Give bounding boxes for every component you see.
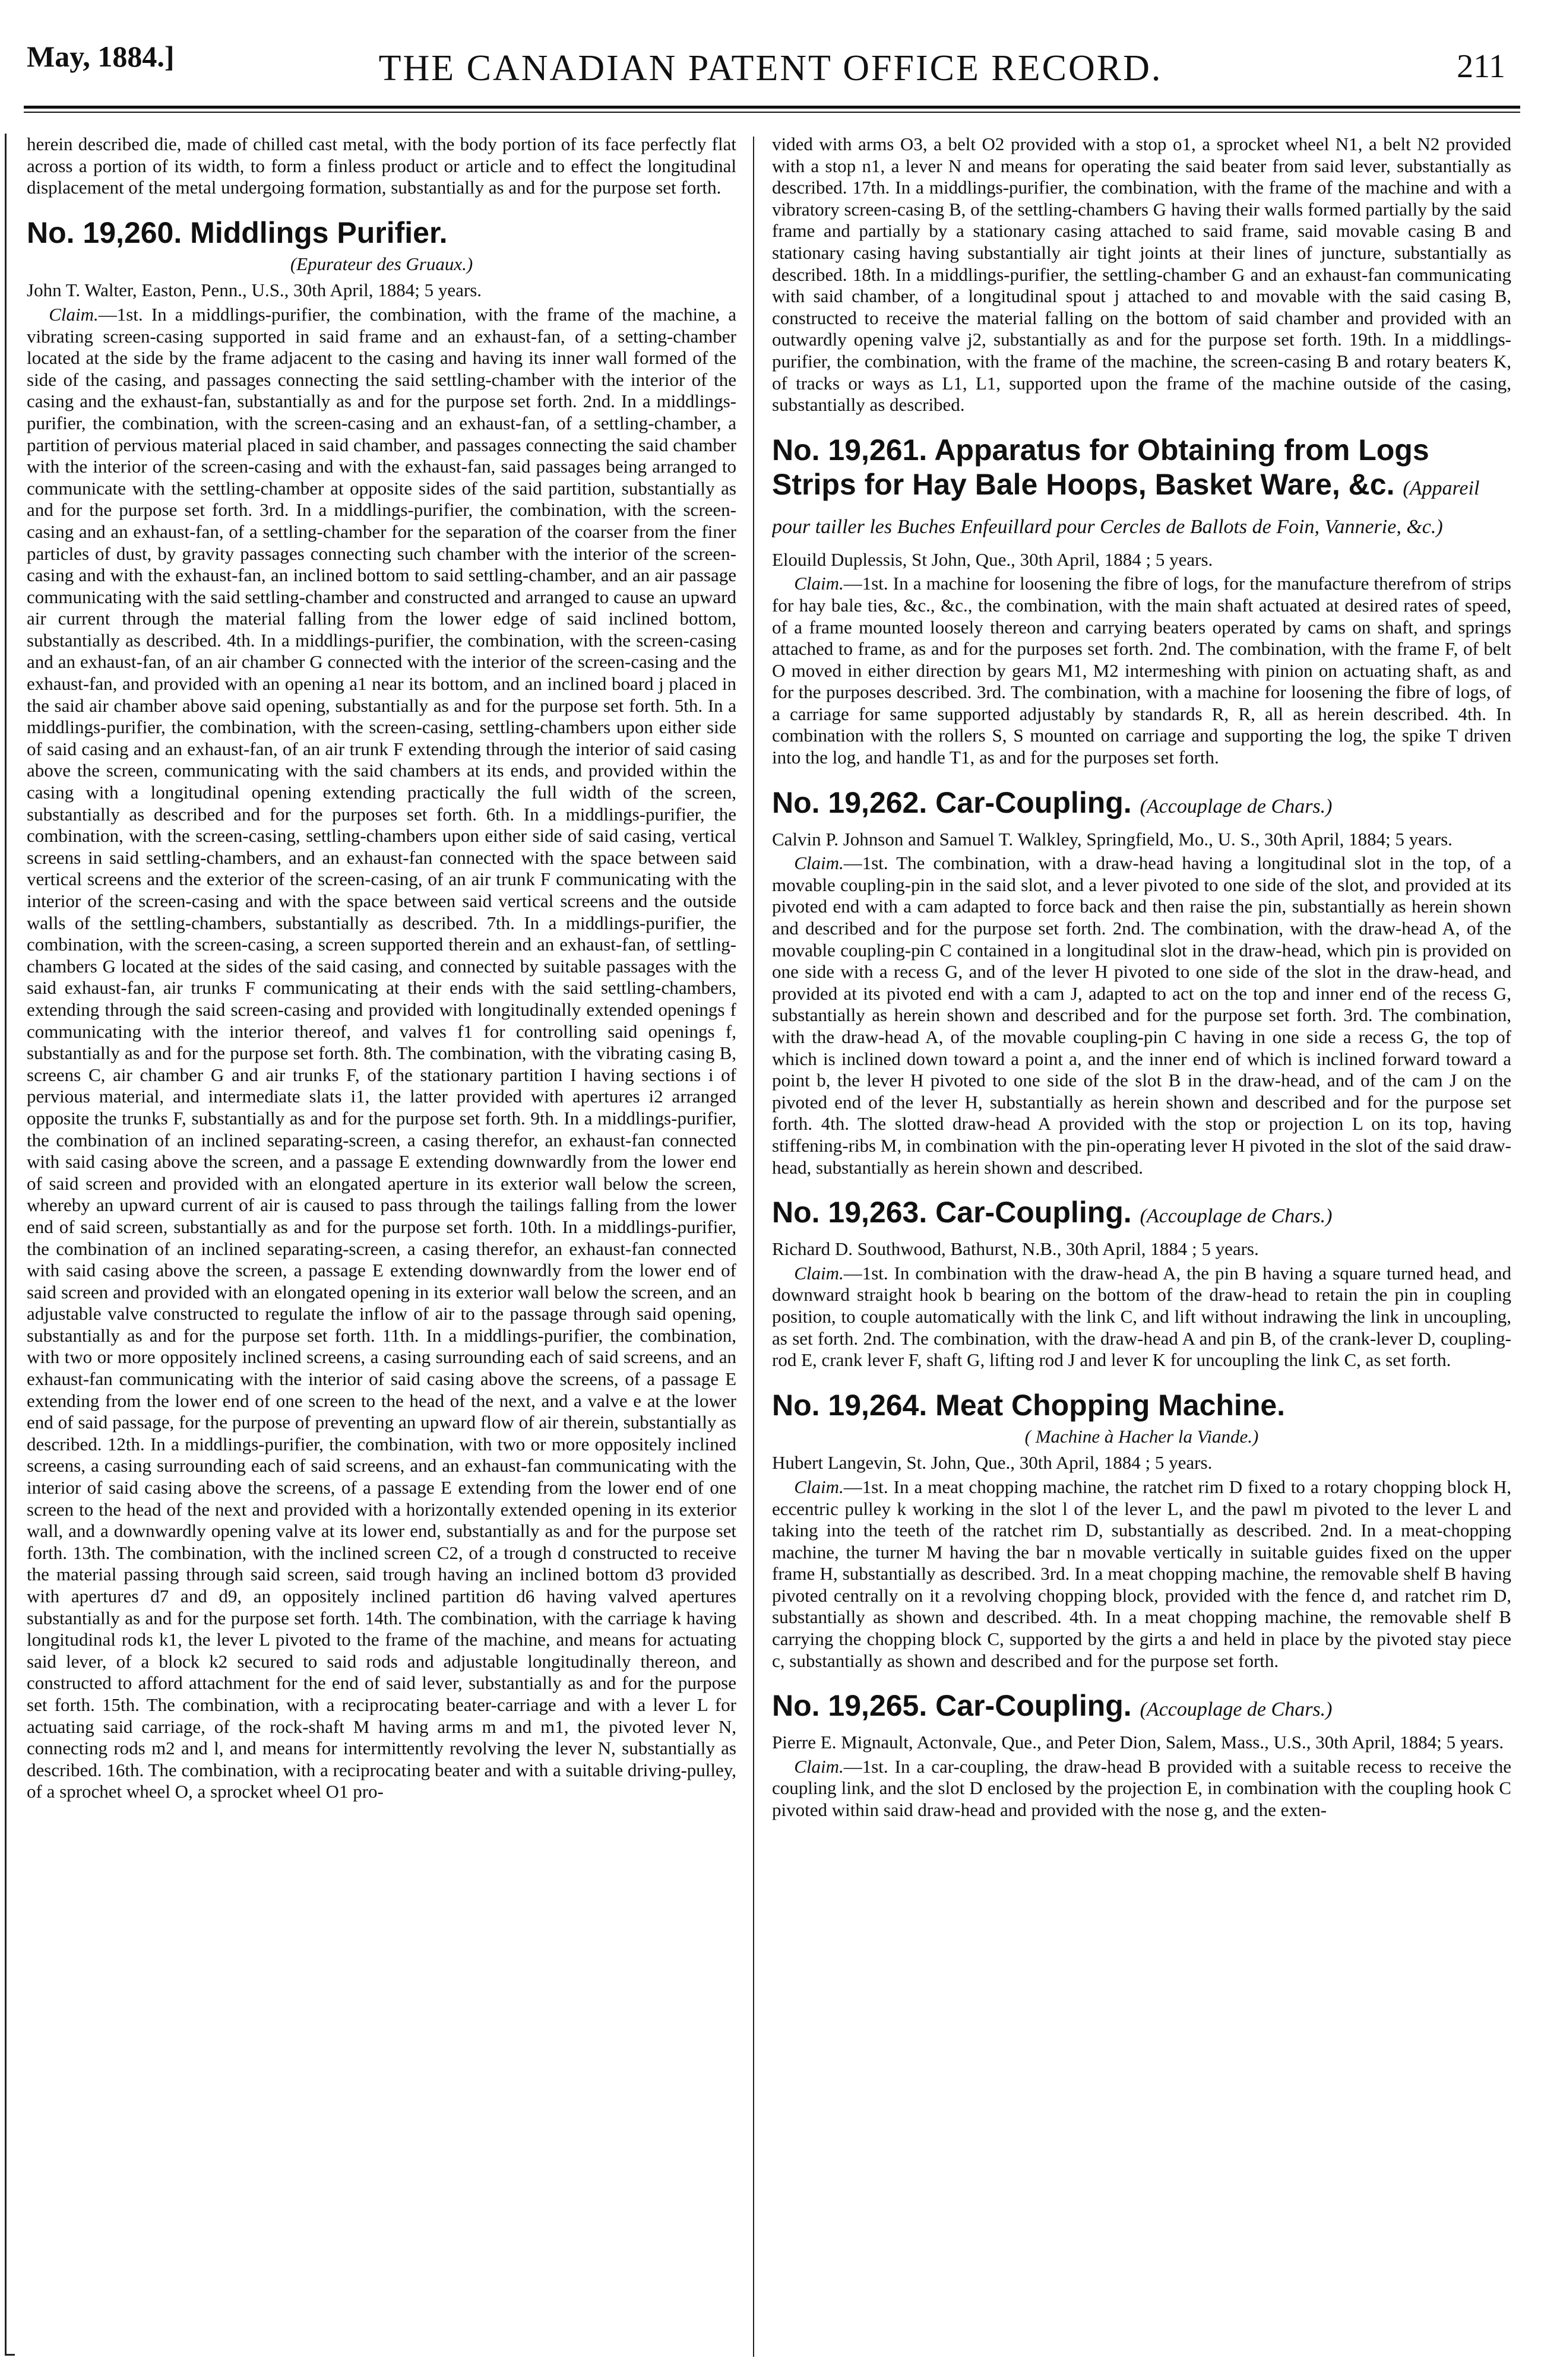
claim-label: Claim. [794,1755,844,1777]
patent-entry [772,785,1511,1179]
page-header [0,36,1541,107]
publication-title: THE CANADIAN PATENT OFFICE RECORD. [378,48,1163,88]
patent-title: Car-Coupling. [935,1689,1132,1723]
patentee-line: Hubert Langevin, St. John, Que., 30th April, 1884 ; 5 years. [772,1452,1213,1473]
column-divider [753,137,754,2357]
claim-label: Claim. [49,303,99,325]
patent-french-title: ( Machine à Hacher la Viande.) [1024,1425,1259,1447]
claim-text [772,573,1511,768]
patent-french-title: (Appareil pour tailler les Buches Enfeuillard pour Cercles de Ballots de Foin, Vannerie, &c.) [772,477,1480,538]
patent-heading [27,216,736,250]
claim-text [772,853,1511,1178]
patent-title: Middlings Purifier. [190,216,448,249]
claim-body: —1st. In a middlings-purifier, the combination, with the frame of the machine, a vibrating screen-casing supported in said frame and an exhaust-fan, of a setting-chamber located at the side by the frame adjacent to the casing and having its inner wall formed of the side of the casing, and passages connecting the said settling-chamber with the interior of the casing and the exhaust-fan, substantially as and for the purpose set forth. 2nd. In a middlings-purifier, the combination, with the screen-casing and an exhaust-fan, of a settling-chamber, a partition of pervious material placed in said chamber, and passages connecting the said chamber with the interior of the screen-casing and with the exhaust-fan, said passages being arranged to communicate with the settling-chamber at opposite sides of the said partition, substantially as and for the purpose set forth. 3rd. In a middlings-purifier, the combination, with the screen-casing and an exhaust-fan, of a settling-chamber for the separation of the coarser from the finer particles of dust, by gravity passages connecting such chamber with the interior of the screen-casing and with the exhaust-fan, an inclined bottom to said settling-chamber, and an air passage communicating with the said settling-chamber and constructed and arranged to cause an upward air current through the material falling from the lower edge of said inclined bottom, substantially as described. 4th. In a middlings-purifier, the combination, with the screen-casing and an exhaust-fan, of an air chamber G connected with the interior of the screen-casing and the exhaust-fan, and provided with an opening a1 near its bottom, and an inclined board j placed in the said air chamber above said opening, substantially as and for the purpose set forth. 5th. In a middlings-purifier, the combination, with the screen-casing, settling-chambers upon either side of said casing and an exhaust-fan, of an air trunk F extending through the interior of said casing above the screen, communicating with the said chambers at its ends, and provided within the casing with a longitudinal opening extending practically the full width of the screen, substantially as described and for the purposes set forth. 6th. In a middlings-purifier, the combination, with the screen-casing, settling-chambers upon either side of said casing, vertical screens in said settling-chambers, and an exhaust-fan connected with the space between said vertical screens and the exterior of the screen-casing, of an air trunk F communicating with the interior of the screen-casing and with the space between said vertical screens and the outside walls of the settling-chambers, substantially as described. 7th. In a middlings-purifier, the combination, with the screen-casing, a screen supported therein and an exhaust-fan, of settling-chambers G located at the sides of the said casing, and connected by suitable passages with the said exhaust-fan, air trunks F communicating at their ends with the said settling-chambers, extending through the said screen-casing and provided with longitudinally extended openings f communicating with the interior thereof, and valves f1 for controlling said openings f, substantially as and for the purpose set forth. 8th. The combination, with the vibrating casing B, screens C, air chamber G and air trunks F, of the stationary partition I having sections i of pervious material, and intermediate slats i1, the latter provided with apertures i2 arranged opposite the trunks F, substantially as and for the purpose set forth. 9th. In a middlings-purifier, the combination of an inclined separating-screen, a casing therefor, an exhaust-fan connected with said casing above the screen, and a passage E extending downwardly from the lower end of said screen and provided with an elongated aperture in its exterior wall below the screen, whereby an upward current of air is caused to pass through the tailings falling from the lower end of said screen, substantially as and for the purpose set forth. 10th. In a middlings-purifier, the combination of an inclined separating-screen, a casing therefor, an exhaust-fan connected with said casing above the screen, a passage E extending downwardly from the lower end of said screen and provided with an elongated opening in its exterior wall below the screen, and an adjustable valve constructed to regulate the inflow of air to the passage through said opening, substantially as and for the purpose set forth. 11th. In a middlings-purifier, the combination, with two or more oppositely inclined screens, a casing surrounding each of said screens, and an exhaust-fan communicating with the interior of said casing above the screens, of a passage E extending from the lower end of one screen to the head of the next, and a valve e at the lower end of said passage, for the purpose of preventing an upward flow of air therein, substantially as described. 12th. In a middlings-purifier, the combination, with two or more oppositely inclined screens, a casing surrounding each of said screens, and an exhaust-fan communicating with the interior of said casing above the screens, of a passage E extending from the lower end of one screen to the head of the next and provided with a horizontally extended opening in its exterior wall, and a downwardly opening valve at its lower end, substantially as and for the purpose set forth. 13th. The combination, with the inclined screen C2, of a trough d constructed to receive the material passing through said screen, said trough having an inclined bottom d3 provided with apertures d7 and d9, an oppositely inclined partition d6 having valved apertures substantially as and for the purpose set forth. 14th. The combination, with the carriage k having longitudinal rods k1, the lever L pivoted to the frame of the machine, and means for actuating said lever, of a block k2 secured to said rods and adjustable longitudinally thereon, and constructed to afford attachment for the end of said lever, substantially as and for the purpose set forth. 15th. The combination, with a reciprocating beater-carriage and with a lever L for actuating said carriage, of the rock-shaft M having arms m and m1, the pivoted lever N, connecting rods m2 and l, and means for intermittently revolving the lever N, substantially as described. 16th. The combination, with a reciprocating beater and with a suitable driving-pulley, of a sprochet wheel O, a sprocket wheel O1 pro- [27,303,736,1802]
patent-french-title: (Accouplage de Chars.) [1140,795,1333,817]
patentee-line: Pierre E. Mignault, Actonvale, Que., and Peter Dion, Salem, Mass., U.S., 30th April, 1884; 5 years. [772,1732,1504,1753]
patent-french-title: (Accouplage de Chars.) [1140,1698,1333,1721]
header-rule-thin [24,112,1520,113]
patent-heading [772,1388,1511,1422]
header-rule [24,106,1520,109]
continued-claim-text: vided with arms O3, a belt O2 provided with a stop o1, a sprocket wheel N1, a belt N2 provided with a stop n1, a lever N and means for operating the said beater from said lever, substantially as described. 17th. In a middlings-purifier, the combination, with the frame of the machine and with a vibratory screen-casing B, of the settling-chambers G having their walls formed partially by the said frame and partially by a stationary casing attached to said frame, said movable casing B and stationary casing having substantially air tight joints at their lines of juncture, substantially as described. 18th. In a middlings-purifier, the settling-chamber G and an exhaust-fan communicating with said chamber, of a longitudinal spout j attached to and movable with the said casing B, constructed to receive the material falling on the bottom of said chamber and provided with an outwardly opening valve j2, substantially as and for the purpose set forth. 19th. In a middlings-purifier, the combination, with the frame of the machine, the screen-casing B and rotary beaters K, of tracks or ways as L1, L1, supported upon the frame of the machine outside of the casing, substantially as described. [772,134,1511,416]
patent-french-title: (Epurateur des Gruaux.) [290,253,473,274]
patent-number: No. 19,261. [772,433,928,467]
patentee-line: Calvin P. Johnson and Samuel T. Walkley, Springfield, Mo., U. S., 30th April, 1884; 5 years. [772,828,1453,850]
patent-heading [772,433,1511,544]
continued-claim-text: herein described die, made of chilled cast metal, with the body portion of its face perfectly flat across a portion of its width, to form a finless product or article and to effect the longitudinal displacement of the metal undergoing formation, substantially as and for the purpose set forth. [27,134,736,198]
right-column [772,134,1511,2354]
claim-body: —1st. In a meat chopping machine, the ratchet rim D fixed to a rotary chopping block H, eccentric pulley k working in the slot l of the lever L, and the pawl m pivoted to the lever L and taking into the teeth of the ratchet rim D, substantially as described. 2nd. In a meat-chopping machine, the turner M having the bar n movable vertically in suitable guides fixed on the upper frame H, substantially as described. 3rd. In a meat chopping machine, the removable shelf B having pivoted centrally on it a revolving chopping block, provided with the fence d, and ratchet rim D, substantially as shown and described. 4th. In a meat chopping machine, the removable shelf B carrying the chopping block C, supported by the girts a and held in place by the pivoted stay piece c, substantially as shown and described and for the purpose set forth. [772,1476,1511,1671]
patent-number: No. 19,265. [772,1689,928,1723]
patent-heading [772,1688,1511,1727]
claim-label: Claim. [794,1262,844,1284]
left-column [27,134,736,2354]
claim-body: —1st. The combination, with a draw-head having a longitudinal slot in the top, of a movable coupling-pin in the said slot, and a lever pivoted to one side of the slot, and provided at its pivoted end with a cam adapted to force back and then raise the pin, substantially as herein shown and described and for the purpose set forth. 2nd. The combination, with the draw-head A, of the movable coupling-pin C contained in a longitudinal slot in the draw-head, which pin is provided on one side with a recess G, and of the lever H pivoted to one side of the slot in the draw-head, and provided at its pivoted end with a cam J, adapted to act on the top and inner end of the recess G, substantially as herein shown and described and for the purpose set forth. 3rd. The combination, with the draw-head A, of the movable coupling-pin C having in one side a recess G, the top of which is inclined down toward a point a, and the inner end of which is inclined forward toward a point b, the lever H pivoted to one side of the slot B in the draw-head, and of the cam J on the pivoted end of the lever H, substantially as herein shown and described and for the purpose set forth. 4th. The slotted draw-head A provided with the stop or projection L on its top, having stiffening-ribs M, in combination with the pin-operating lever H pivoted in the slot of the said draw-head, substantially as herein shown and described. [772,853,1511,1178]
claim-label: Claim. [794,1476,844,1497]
patent-heading [772,785,1511,824]
claim-text [772,1263,1511,1371]
patent-number: No. 19,263. [772,1196,928,1229]
patent-entry [772,433,1511,769]
patent-entry [772,1688,1511,1821]
patent-entry [772,1388,1511,1672]
patent-title: Car-Coupling. [935,785,1132,819]
patent-entry [772,1195,1511,1371]
claim-text [27,304,736,1803]
claim-body: —1st. In a machine for loosening the fibre of logs, for the manufacture therefrom of strips for hay bale ties, &c., &c., the combination, with the main shaft actuated at desired rates of speed, of a frame mounted loosely thereon and carrying beaters operated by cams on shaft, and springs attached to frame, as and for the purposes set forth. 2nd. The combination, with the frame F, of belt O moved in either direction by gears M1, M2 intermeshing with pinion on actuating shaft, as and for the purposes described. 3rd. The combination, with a machine for loosening the fibre of logs, of a carriage for same supported adjustably by standards R, R, all as herein described. 4th. In combination with the rollers S, S mounted on carriage and supporting the log, the spike T driven into the log, and handle T1, as and for the purposes set forth. [772,573,1511,768]
patent-number: No. 19,262. [772,785,928,819]
page-number: 211 [1457,48,1505,85]
patentee-line: John T. Walter, Easton, Penn., U.S., 30th April, 1884; 5 years. [27,280,482,301]
claim-body: —1st. In combination with the draw-head A, the pin B having a square turned head, and downward straight hook b bearing on the bottom of the draw-head to retain the pin in coupling position, to couple automatically with the link C, and lift without indrawing the link in uncoupling, as set forth. 2nd. The combination, with the draw-head A and pin B, of the crank-lever D, coupling-rod E, crank lever F, shaft G, lifting rod J and lever K for uncoupling the link C, as set forth. [772,1262,1511,1371]
claim-label: Claim. [794,573,844,594]
claim-label: Claim. [794,853,844,874]
claim-text [772,1476,1511,1672]
patent-title: Meat Chopping Machine. [935,1388,1286,1422]
patent-number: No. 19,260. [27,216,182,249]
patent-title: Apparatus for Obtaining from Logs Strips for Hay Bale Hoops, Basket Ware, &c. [772,433,1429,501]
patent-title: Car-Coupling. [935,1196,1132,1229]
patent-heading [772,1195,1511,1234]
binding-frame [5,134,15,2356]
issue-date: May, 1884.] [27,40,175,73]
claim-text [772,1756,1511,1821]
patent-entry [27,216,736,1803]
claim-body: —1st. In a car-coupling, the draw-head B provided with a suitable recess to receive the coupling link, and the slot D enclosed by the projection E, in combination with the coupling hook C pivoted within said draw-head and provided with the nose g, and the exten- [772,1755,1511,1821]
patent-french-title: (Accouplage de Chars.) [1140,1205,1333,1228]
patentee-line: Elouild Duplessis, St John, Que., 30th April, 1884 ; 5 years. [772,549,1213,570]
patent-number: No. 19,264. [772,1388,928,1422]
patentee-line: Richard D. Southwood, Bathurst, N.B., 30th April, 1884 ; 5 years. [772,1238,1259,1260]
